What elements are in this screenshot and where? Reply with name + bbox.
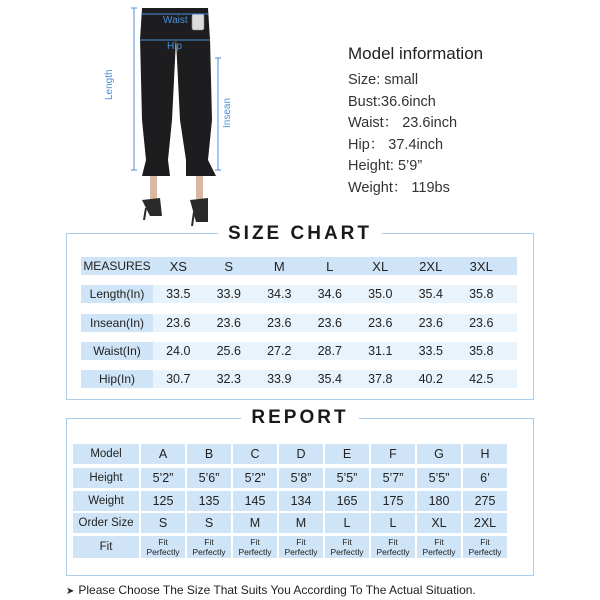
model-info-bust: Bust:36.6inch [348, 93, 436, 110]
row-label: Model [73, 444, 139, 464]
table-cell: 23.6 [267, 316, 292, 330]
model-info-title: Model information [348, 44, 484, 63]
table-cell: D [279, 444, 323, 464]
table-cell: Fit Perfectly [371, 536, 415, 558]
model-information [348, 44, 588, 200]
table-cell: 35.4 [317, 372, 342, 386]
table-cell: 5’7” [371, 468, 415, 488]
table-cell: 28.7 [317, 344, 342, 358]
table-cell: 175 [371, 491, 415, 511]
hip-measure-label: Hip [167, 41, 183, 52]
table-cell: Fit Perfectly [417, 536, 461, 558]
table-cell: 275 [463, 491, 507, 511]
table-cell: 5’6” [187, 468, 231, 488]
table-cell: 145 [233, 491, 277, 511]
table-row [81, 314, 507, 332]
waist-measure-label: Waist [163, 15, 188, 26]
inseam-measure-label: Insean [222, 97, 233, 128]
size-header-cell: 2XL [419, 258, 443, 274]
size-chart-header-row [81, 257, 517, 275]
table-cell: 5’5” [417, 468, 461, 488]
table-cell: 23.6 [469, 316, 494, 330]
table-cell: Fit Perfectly [187, 536, 231, 558]
table-cell: Fit Perfectly [233, 536, 277, 558]
table-cell: 165 [325, 491, 369, 511]
table-cell: 34.3 [267, 287, 292, 301]
table-row [81, 342, 507, 360]
row-label: Insean(In) [81, 314, 153, 332]
size-header-cell: S [224, 258, 234, 274]
report-panel [66, 407, 534, 576]
table-cell: 35.8 [469, 344, 494, 358]
table-cell: S [187, 513, 231, 533]
table-cell: 23.6 [216, 316, 241, 330]
model-info-weight: Weight： 119bs [348, 179, 450, 196]
table-cell: F [371, 444, 415, 464]
size-header-cell: XL [372, 258, 389, 274]
table-cell: 5’5” [325, 468, 369, 488]
table-cell: M [279, 513, 323, 533]
table-cell: 23.6 [418, 316, 443, 330]
table-cell: 37.8 [368, 372, 393, 386]
size-chart-title: SIZE CHART [67, 223, 533, 245]
table-cell: C [233, 444, 277, 464]
table-cell: 23.6 [368, 316, 393, 330]
table-cell: 35.0 [368, 287, 393, 301]
table-cell: 6’ [463, 468, 507, 488]
report-row-order-size [73, 513, 509, 533]
report-row-fit [73, 536, 509, 558]
row-label: Length(In) [81, 285, 153, 303]
table-cell: 35.8 [469, 287, 494, 301]
table-cell: H [463, 444, 507, 464]
report-row-height [73, 468, 509, 488]
model-info-waist: Waist： 23.6inch [348, 115, 458, 132]
table-cell: S [141, 513, 185, 533]
table-cell: 33.5 [166, 287, 191, 301]
table-cell: 35.4 [418, 287, 443, 301]
table-cell: M [233, 513, 277, 533]
table-cell: 180 [417, 491, 461, 511]
table-row [81, 370, 507, 388]
model-info-hip: Hip： 37.4inch [348, 136, 444, 153]
table-cell: B [187, 444, 231, 464]
table-cell: 2XL [463, 513, 507, 533]
size-header-cell: XS [169, 258, 187, 274]
row-label: Fit [73, 536, 139, 558]
table-cell: 134 [279, 491, 323, 511]
table-cell: Fit Perfectly [141, 536, 185, 558]
table-cell: 33.5 [418, 344, 443, 358]
table-cell: Fit Perfectly [325, 536, 369, 558]
table-cell: 32.3 [216, 372, 241, 386]
report-title: REPORT [67, 407, 533, 429]
row-label: Waist(In) [81, 342, 153, 360]
size-header-cell: M [273, 258, 285, 274]
table-cell: 125 [141, 491, 185, 511]
row-label: Height [73, 468, 139, 488]
size-chart-header-label: MEASURES [81, 257, 153, 275]
size-header-cell: L [326, 258, 334, 274]
table-cell: 40.2 [418, 372, 443, 386]
table-cell: 5’2” [233, 468, 277, 488]
size-advice-text: Please Choose The Size That Suits You According To The Actual Situation. [78, 583, 476, 597]
table-row [81, 285, 507, 303]
report-row-model [73, 444, 509, 464]
report-row-weight [73, 491, 509, 511]
row-label: Weight [73, 491, 139, 511]
table-cell: 27.2 [267, 344, 292, 358]
table-cell: Fit Perfectly [279, 536, 323, 558]
model-info-size: Size: small [348, 72, 419, 88]
table-cell: G [417, 444, 461, 464]
table-cell: A [141, 444, 185, 464]
table-cell: 31.1 [368, 344, 393, 358]
table-cell: 33.9 [267, 372, 292, 386]
size-advice-note [66, 583, 476, 597]
table-cell: 24.0 [166, 344, 191, 358]
table-cell: 135 [187, 491, 231, 511]
table-cell: 25.6 [216, 344, 241, 358]
table-cell: 23.6 [317, 316, 342, 330]
model-info-height: Height: 5’9” [348, 158, 423, 175]
size-chart-panel [66, 223, 534, 400]
table-cell: 42.5 [469, 372, 494, 386]
table-cell: Fit Perfectly [463, 536, 507, 558]
table-cell: 30.7 [166, 372, 191, 386]
table-cell: L [325, 513, 369, 533]
table-cell: 5’8” [279, 468, 323, 488]
length-measure-label: Length [104, 69, 115, 100]
table-cell: 5’2” [141, 468, 185, 488]
table-cell: 34.6 [317, 287, 342, 301]
table-cell: 23.6 [166, 316, 191, 330]
row-label: Order Size [73, 513, 139, 533]
row-label: Hip(In) [81, 370, 153, 388]
table-cell: L [371, 513, 415, 533]
table-cell: XL [417, 513, 461, 533]
table-cell: E [325, 444, 369, 464]
arrow-right-icon: ➤ [66, 586, 75, 597]
table-cell: 33.9 [216, 287, 241, 301]
size-header-cell: 3XL [469, 258, 493, 274]
